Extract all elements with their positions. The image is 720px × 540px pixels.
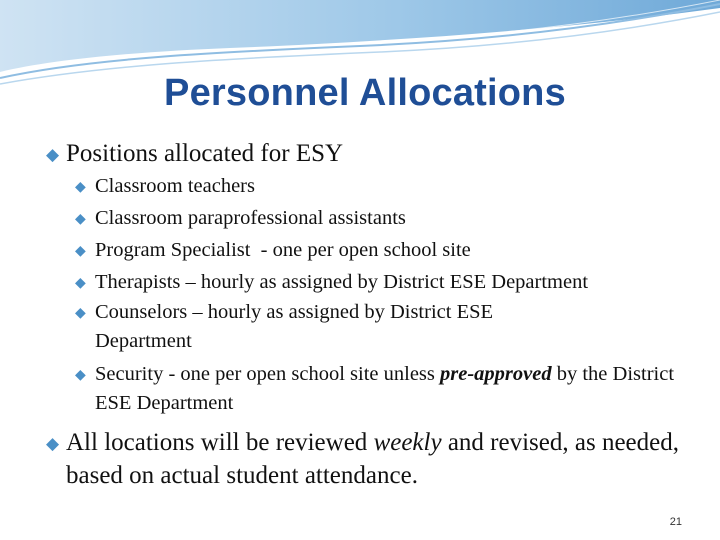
diamond-bullet-icon: ◆ xyxy=(46,145,60,165)
sub-bullet-text: Classroom teachers xyxy=(95,175,255,197)
diamond-bullet-icon: ◆ xyxy=(75,243,86,259)
sub-bullet-text-end: by the District ESE Department xyxy=(95,363,675,414)
emphasis-weekly: weekly xyxy=(373,429,442,456)
diamond-bullet-icon: ◆ xyxy=(75,305,86,321)
bullet-text: Positions allocated for ESY xyxy=(66,140,344,167)
diamond-bullet-icon: ◆ xyxy=(75,367,86,383)
diamond-bullet-icon: ◆ xyxy=(75,179,86,195)
emphasis-pre-approved: pre-approved xyxy=(440,363,552,385)
sub-bullet-classroom-teachers xyxy=(75,170,706,202)
sub-bullet-text: Counselors – hourly as assigned by District ESE Department xyxy=(95,301,494,352)
bullet-text-end: and revised, as needed, based on actual student attendance. xyxy=(66,429,679,489)
diamond-bullet-icon: ◆ xyxy=(75,211,86,227)
bullet-text-start: All locations will be reviewed xyxy=(66,429,374,456)
sub-bullet-text: Classroom paraprofessional assistants xyxy=(95,207,406,229)
page-number: 21 xyxy=(669,516,682,528)
bullet-positions-allocated xyxy=(46,137,706,170)
diamond-bullet-icon: ◆ xyxy=(75,275,86,291)
sub-bullet-security xyxy=(75,360,705,418)
sub-bullet-counselors xyxy=(75,298,585,356)
diamond-bullet-icon: ◆ xyxy=(46,434,60,454)
sub-bullet-paraprofessional xyxy=(75,202,706,234)
sub-bullet-therapists xyxy=(75,266,706,298)
bullet-list xyxy=(46,137,706,492)
sub-bullet-text: Therapists – hourly as assigned by District ESE Department xyxy=(95,271,589,293)
bullet-locations-reviewed xyxy=(46,426,706,492)
sub-bullet-text: Program Specialist - one per open school site xyxy=(95,239,471,261)
sub-bullet-program-specialist xyxy=(75,234,706,266)
slide-title: Personnel Allocations xyxy=(164,72,566,114)
sub-bullet-text-start: Security - one per open school site unless xyxy=(95,363,441,385)
